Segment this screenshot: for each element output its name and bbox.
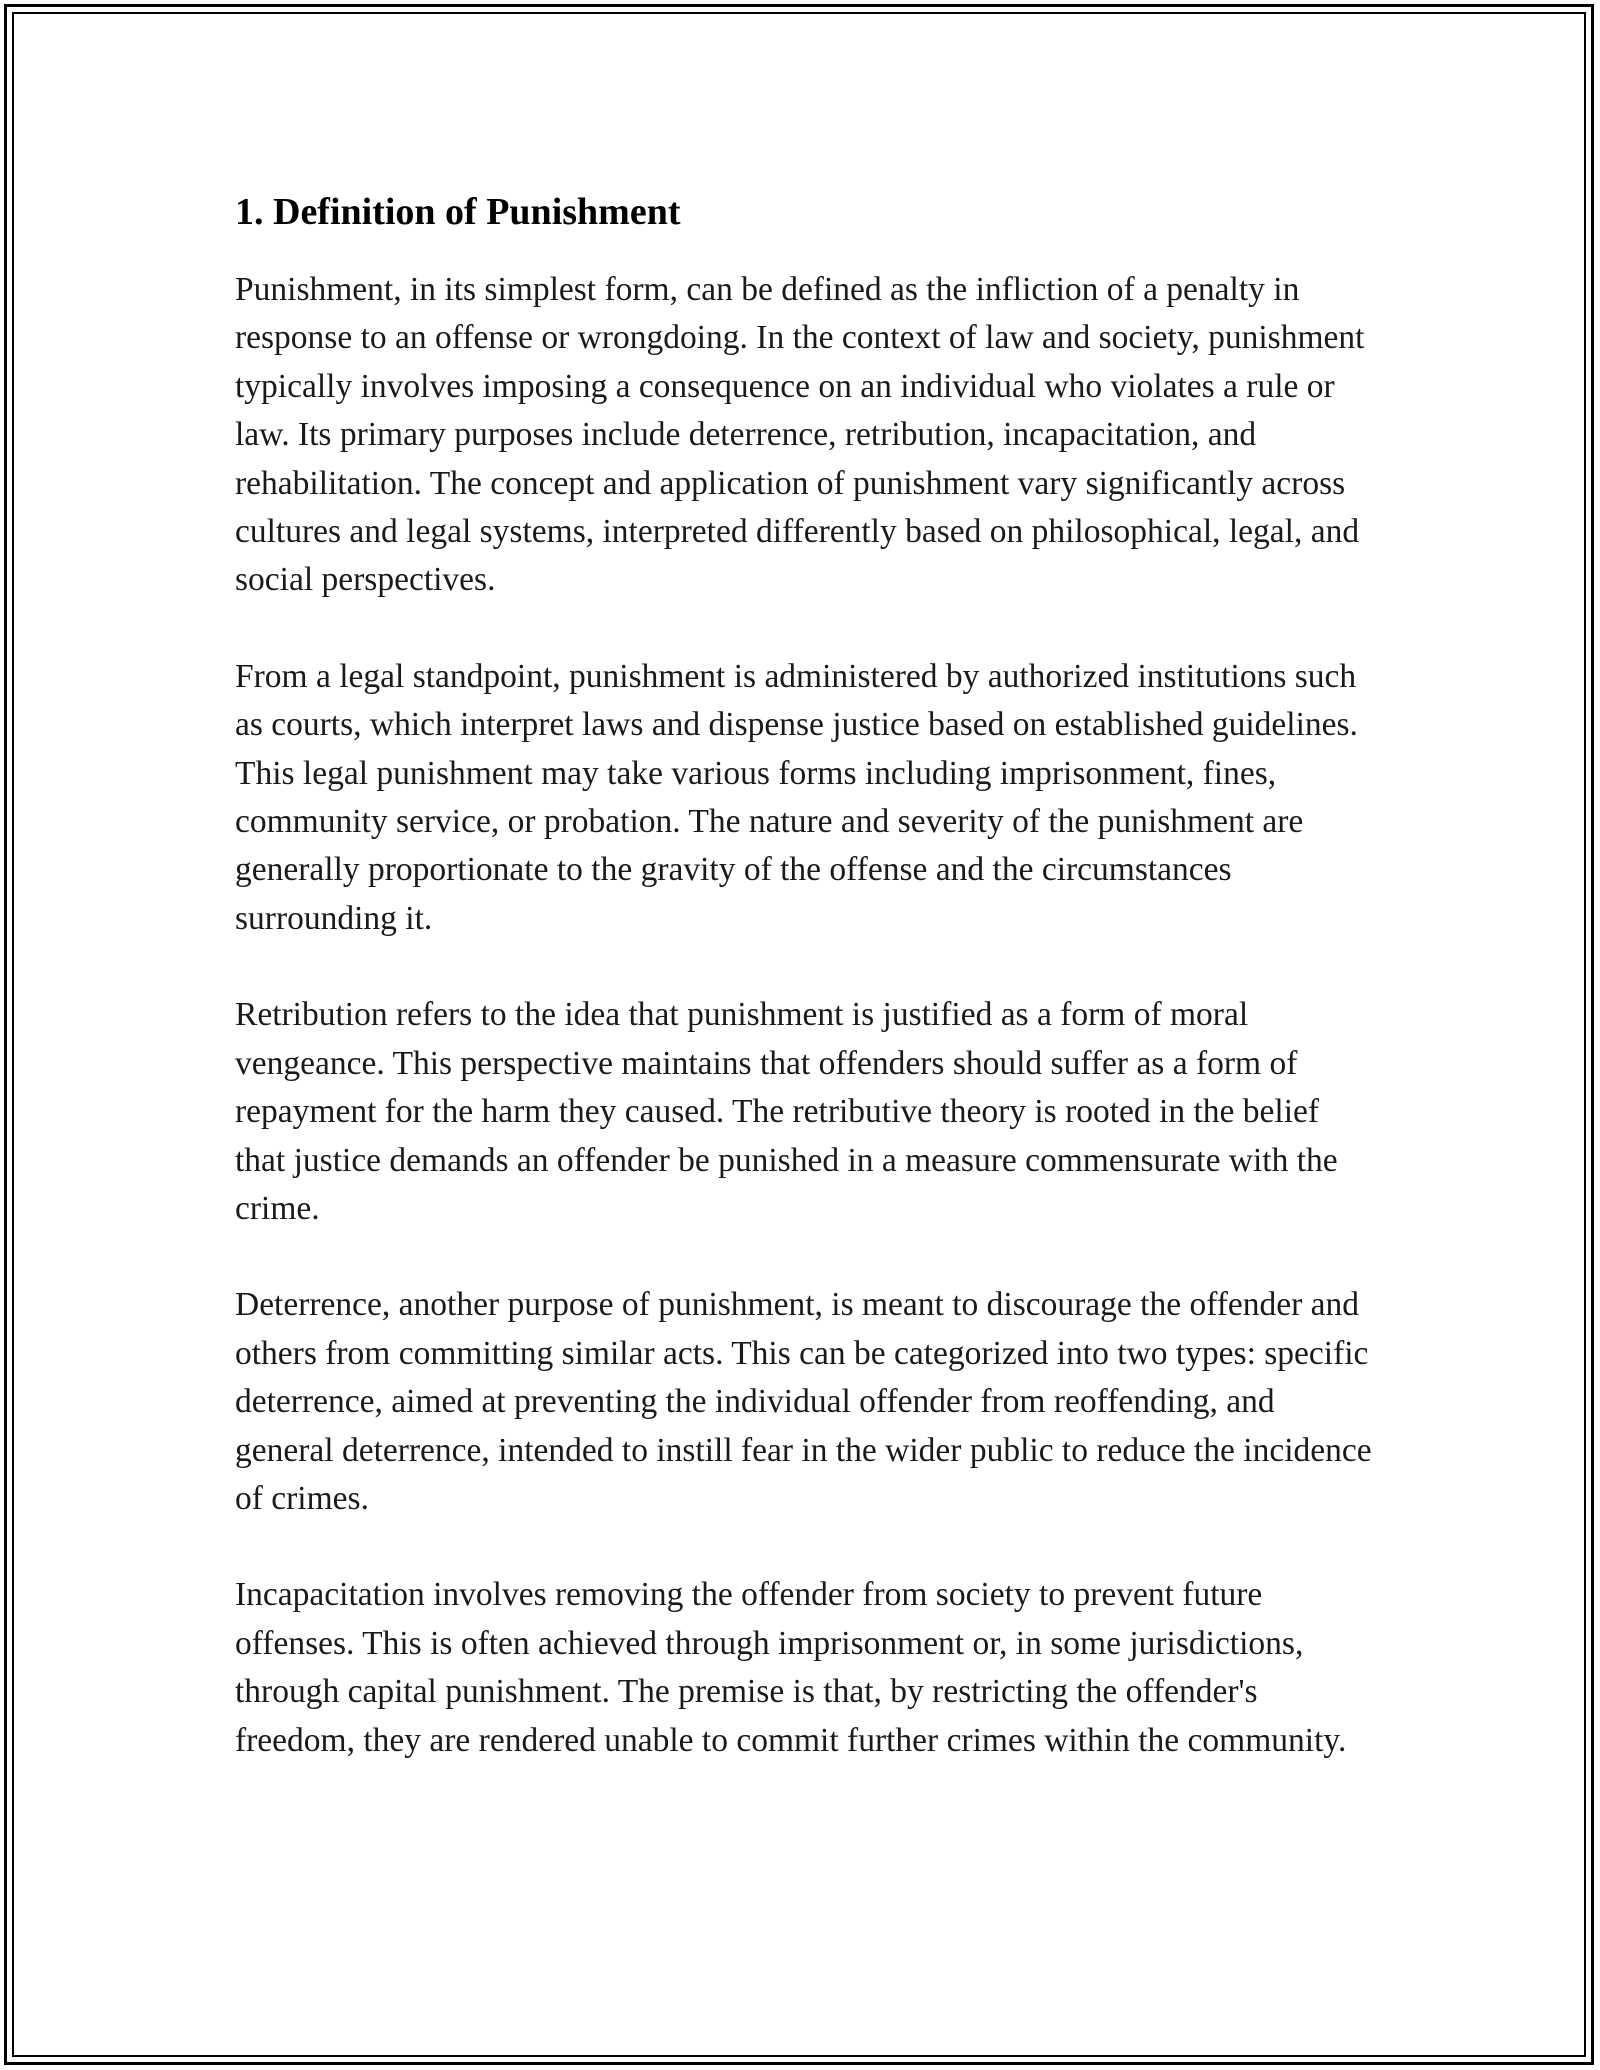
paragraph-retribution: Retribution refers to the idea that punishment is justified as a form of moral vengeance. This perspective maintains that offenders should suffer as a form of repayment for the harm they caused. The retributive theory is rooted in the belief that justice demands an offender be punished in a measure commensurate with the crime. <box>235 996 1338 1227</box>
paragraph-deterrence: Deterrence, another purpose of punishment, is meant to discourage the offender and others from committing similar acts. This can be categorized into two types: specific deterrence, aimed at preventing the individual offender from reoffending, and general deterrence, intended to instill fear in the wider public to reduce the incidence of crimes. <box>235 1286 1372 1517</box>
section-title: 1. Definition of Punishment <box>235 191 681 233</box>
paragraph-definition: Punishment, in its simplest form, can be defined as the infliction of a penalty in response to an offense or wrongdoing. In the context of law and society, punishment typically involves imposing a consequence on an individual who violates a rule or law. Its primary purposes include deterrence, retribution, incapacitation, and rehabilitation. The concept and application of punishment vary significantly across cultures and legal systems, interpreted differently based on philosophical, legal, and social perspectives. <box>235 271 1365 599</box>
paragraph-legal-standpoint: From a legal standpoint, punishment is administered by authorized institutions such as courts, which interpret laws and dispense justice based on established guidelines. This legal punishment may take various forms including imprisonment, fines, community service, or probation. The nature and severity of the punishment are generally proportionate to the gravity of the offense and the circumstances surrounding it. <box>235 657 1358 937</box>
document-body <box>235 186 1375 1813</box>
paragraph-incapacitation: Incapacitation involves removing the offender from society to prevent future offenses. This is often achieved through imprisonment or, in some jurisdictions, through capital punishment. The premise is that, by restricting the offender's freedom, they are rendered unable to commit further crimes within the community. <box>235 1576 1347 1759</box>
